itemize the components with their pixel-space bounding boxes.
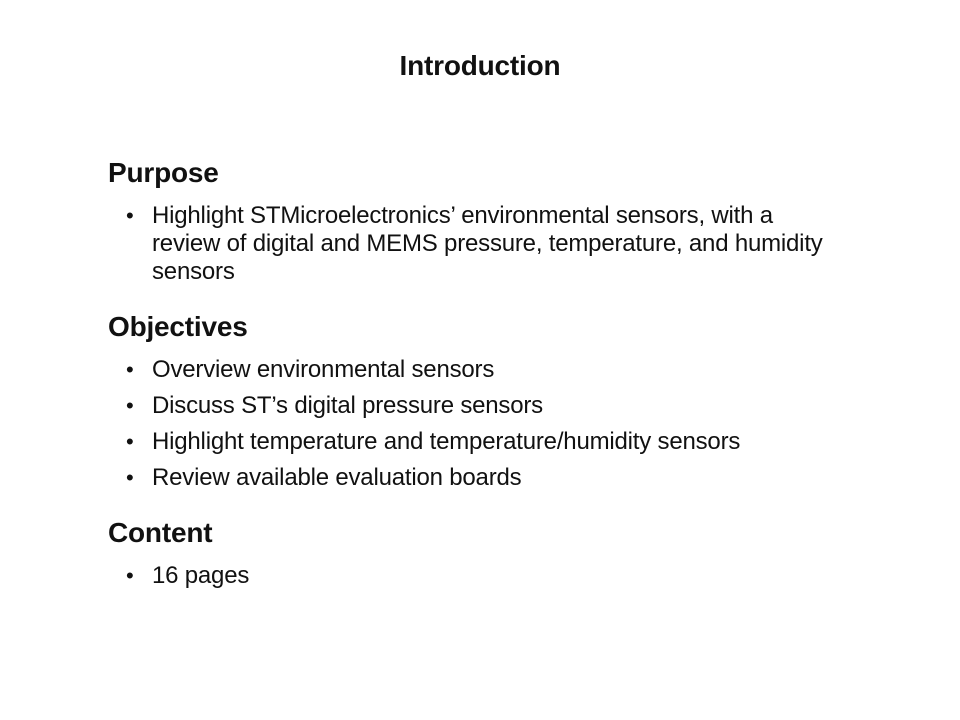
bullet-list xyxy=(126,202,960,286)
bullet-item xyxy=(126,464,960,492)
slide-title: Introduction xyxy=(399,50,561,81)
slide-sections xyxy=(0,158,960,590)
section-content xyxy=(0,518,960,590)
bullet-text: Highlight temperature and temperature/humidity sensors xyxy=(152,428,741,455)
section-objectives xyxy=(0,312,960,492)
bullet-item xyxy=(126,202,960,286)
bullet-text: Discuss ST’s digital pressure sensors xyxy=(152,392,543,419)
bullet-icon: • xyxy=(126,357,134,382)
bullet-text: Highlight STMicroelectronics’ environmental sensors, with a review of digital and MEMS pressure, temperature, and humidity sensors xyxy=(152,202,823,285)
bullet-item xyxy=(126,356,960,384)
bullet-icon: • xyxy=(126,393,134,418)
bullet-item xyxy=(126,428,960,456)
bullet-item xyxy=(126,562,960,590)
bullet-text: 16 pages xyxy=(152,562,250,589)
section-heading: Content xyxy=(108,517,213,548)
bullet-text: Overview environmental sensors xyxy=(152,356,495,383)
bullet-icon: • xyxy=(126,203,134,228)
bullet-list xyxy=(126,562,960,590)
bullet-item xyxy=(126,392,960,420)
bullet-icon: • xyxy=(126,429,134,454)
bullet-list xyxy=(126,356,960,492)
bullet-text: Review available evaluation boards xyxy=(152,464,522,491)
bullet-icon: • xyxy=(126,465,134,490)
section-heading: Purpose xyxy=(108,157,219,188)
section-purpose xyxy=(0,158,960,286)
bullet-icon: • xyxy=(126,563,134,588)
section-heading: Objectives xyxy=(108,311,248,342)
